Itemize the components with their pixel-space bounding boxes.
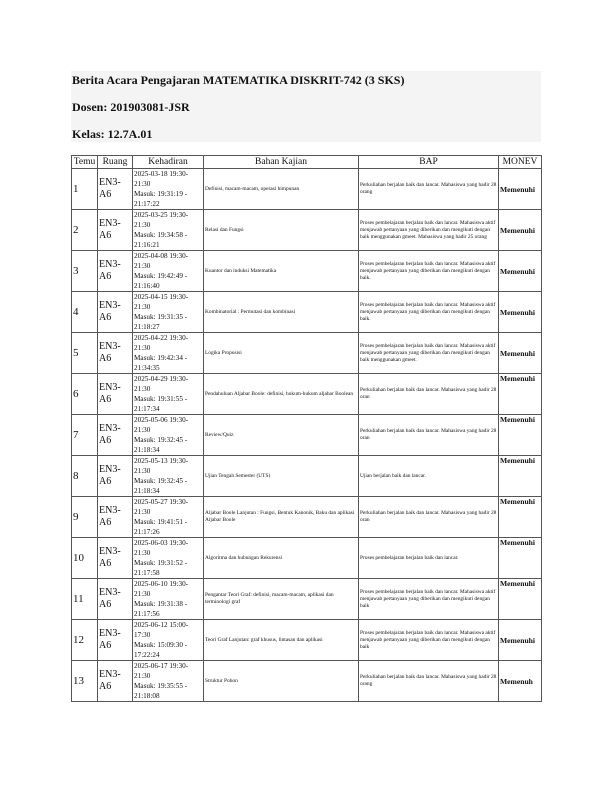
course-material-bahan: Review/Quiz <box>205 431 234 438</box>
attendance <box>133 538 204 579</box>
monev-status-monev: Memenuhi <box>500 456 536 465</box>
teaching-report <box>359 210 499 251</box>
attendance-masuk: Masuk: 19:31:55 - 21:17:34 <box>134 395 188 413</box>
table-row <box>72 538 542 579</box>
attendance-masuk: Masuk: 19:32:45 - 21:18:34 <box>134 436 188 454</box>
monev-status-monev: Memenuh <box>500 676 533 686</box>
meeting-number <box>72 579 98 620</box>
attendance-jadwal: 2025-03-25 19:30-21:30 <box>134 211 189 229</box>
meeting-number <box>72 620 98 661</box>
attendance <box>133 292 204 333</box>
course-material-bahan: Relasi dan Fungsi <box>205 226 244 233</box>
table-row <box>72 579 542 620</box>
attendance-masuk: Masuk: 19:31:35 - 21:18:27 <box>134 313 188 331</box>
teaching-report-bap: Perkuliahan berjalan baik dan lancar. Mahasiswa yang hadir 28 oran <box>360 510 497 523</box>
monev-status-monev: Memenuhi <box>500 497 536 506</box>
course-material-bahan: Pengantar Teori Graf: definisi, macam-macam, aplikasi dan terminologi graf <box>205 592 334 605</box>
teaching-report <box>359 579 499 620</box>
course-material <box>204 374 359 415</box>
table-row <box>72 292 542 333</box>
attendance-masuk: Masuk: 19:31:19 - 21:17:22 <box>134 190 188 208</box>
course-material-bahan: Kombinatorial : Permutasi dan kombinasi <box>205 308 296 315</box>
attendance-jadwal: 2025-06-03 19:30-21:30 <box>134 539 189 557</box>
teaching-report-bap: Perkuliahan berjalan baik dan lancar. Mahasiswa yang hadir 28 orang <box>360 674 497 687</box>
meeting-number <box>72 374 98 415</box>
course-material <box>204 251 359 292</box>
attendance-masuk: Masuk: 19:34:58 - 21:16:21 <box>134 231 188 249</box>
teaching-report-bap: Perkuliahan berjalan baik dan lancar. Mahasiswa yang hadir 28 orang <box>360 182 497 195</box>
meeting-number-no: 6 <box>73 388 79 400</box>
meeting-number-no: 5 <box>73 347 79 359</box>
monev-status <box>499 333 542 374</box>
attendance <box>133 251 204 292</box>
attendance-jadwal: 2025-06-17 19:30-21:30 <box>134 662 189 680</box>
room-ruang: EN3-A6 <box>99 464 121 487</box>
course-material <box>204 579 359 620</box>
room-ruang: EN3-A6 <box>99 300 121 323</box>
attendance-masuk: Masuk: 19:42:49 - 21:16:40 <box>134 272 188 290</box>
attendance-jadwal: 2025-04-22 19:30-21:30 <box>134 334 189 352</box>
attendance <box>133 333 204 374</box>
meeting-number-no: 1 <box>73 183 79 195</box>
teaching-report <box>359 620 499 661</box>
room-ruang: EN3-A6 <box>99 382 121 405</box>
monev-status <box>499 579 542 620</box>
teaching-report-bap: Ujian berjalan baik dan lancar. <box>360 472 427 479</box>
meeting-number <box>72 333 98 374</box>
teaching-report <box>359 661 499 702</box>
attendance <box>133 169 204 210</box>
table-row <box>72 456 542 497</box>
course-material <box>204 169 359 210</box>
room-ruang: EN3-A6 <box>99 546 121 569</box>
monev-status-monev: Memenuhi <box>500 635 536 645</box>
meeting-number-no: 11 <box>73 593 84 605</box>
attendance <box>133 374 204 415</box>
monev-status <box>499 251 542 292</box>
table-row <box>72 251 542 292</box>
meeting-number-no: 4 <box>73 306 79 318</box>
room-ruang: EN3-A6 <box>99 341 121 364</box>
meeting-number-no: 9 <box>73 511 79 523</box>
header-bap: BAP <box>359 156 499 169</box>
attendance <box>133 497 204 538</box>
course-material-bahan: Aljabar Boole Lanjutan : Fungsi, Bentuk Kanonik, Baku dan aplikasi Aljabar Boole <box>205 510 355 523</box>
teaching-report <box>359 538 499 579</box>
monev-status <box>499 169 542 210</box>
teaching-report-bap: Proses pembelajaran berjalan baik dan lancar. Mahasiswa aktif menjawab pertanyaan yang diberikan dan mengikuti dengan baik menggunakan gmeet. Mahasiswa yang hadir 25 orang <box>360 219 496 240</box>
header-bahan-kajian: Bahan Kajian <box>204 156 359 169</box>
meeting-number-no: 2 <box>73 224 79 236</box>
room <box>98 292 133 333</box>
monev-status-monev: Memenuhi <box>500 184 536 194</box>
meeting-number-no: 13 <box>73 675 84 687</box>
attendance-jadwal: 2025-04-08 19:30-21:30 <box>134 252 189 270</box>
table-header-row <box>72 156 542 169</box>
monev-status-monev: Memenuhi <box>500 225 536 235</box>
meeting-number <box>72 456 98 497</box>
room-ruang: EN3-A6 <box>99 218 121 241</box>
course-material <box>204 497 359 538</box>
attendance-jadwal: 2025-06-10 19:30-21:30 <box>134 580 189 598</box>
course-material-bahan: Definisi, macam-macam, operasi himpunan <box>205 185 300 192</box>
course-material-bahan: Struktur Pohon <box>205 677 238 684</box>
document-title: Berita Acara Pengajaran MATEMATIKA DISKRIT-742 (3 SKS) <box>72 73 405 87</box>
room <box>98 661 133 702</box>
course-material <box>204 538 359 579</box>
room <box>98 415 133 456</box>
table-row <box>72 374 542 415</box>
room <box>98 456 133 497</box>
monev-status-monev: Memenuhi <box>500 348 536 358</box>
table-row <box>72 333 542 374</box>
course-material <box>204 415 359 456</box>
teaching-report <box>359 415 499 456</box>
attendance-masuk: Masuk: 19:32:45 - 21:18:34 <box>134 477 188 495</box>
room-ruang: EN3-A6 <box>99 669 121 692</box>
teaching-report-bap: Perkuliahan berjalan baik dan lancar. Mahasiswa yang hadir 28 oran <box>360 387 497 400</box>
teaching-report-bap: Proses pembelajaran berjalan baik dan lancar. <box>360 554 459 561</box>
meeting-number <box>72 292 98 333</box>
meeting-number <box>72 661 98 702</box>
header-monev: MONEV <box>499 156 542 169</box>
meeting-number <box>72 251 98 292</box>
meeting-number-no: 3 <box>73 265 79 277</box>
room-ruang: EN3-A6 <box>99 628 121 651</box>
course-material <box>204 292 359 333</box>
table-row <box>72 415 542 456</box>
meeting-number <box>72 415 98 456</box>
course-material <box>204 333 359 374</box>
monev-status-monev: Memenuhi <box>500 307 536 317</box>
attendance <box>133 579 204 620</box>
meeting-number-no: 7 <box>73 429 79 441</box>
attendance-masuk: Masuk: 15:09:30 - 17:22:24 <box>134 641 188 659</box>
course-material-bahan: Pendahuluan Aljabar Boole: definisi, hukum-hukum aljabar Boolean <box>205 390 354 397</box>
course-material-bahan: Kuantor dan induksi Matematika <box>205 267 277 274</box>
course-material <box>204 456 359 497</box>
monev-status-monev: Memenuhi <box>500 538 536 547</box>
course-material <box>204 210 359 251</box>
table-row <box>72 169 542 210</box>
room <box>98 210 133 251</box>
teaching-report <box>359 374 499 415</box>
attendance-masuk: Masuk: 19:42:34 - 21:34:35 <box>134 354 188 372</box>
room <box>98 497 133 538</box>
attendance <box>133 415 204 456</box>
course-material-bahan: Ujian Tengah Semester (UTS) <box>205 472 271 479</box>
attendance-masuk: Masuk: 19:41:51 - 21:17:26 <box>134 518 188 536</box>
teaching-report-bap: Perkuliahan berjalan baik dan lancar. Mahasiswa yang hadir 28 oran <box>360 428 497 441</box>
monev-status <box>499 661 542 702</box>
teaching-report-bap: Proses pembelajaran berjalan baik dan lancar. Mahasiswa aktif menjawab pertanyaan yang diberikan dan mengikuti dengan baik. <box>360 301 496 322</box>
teaching-report <box>359 169 499 210</box>
monev-status <box>499 415 542 456</box>
meeting-number <box>72 210 98 251</box>
attendance-jadwal: 2025-03-18 19:30-21:30 <box>134 170 189 188</box>
attendance-jadwal: 2025-04-15 19:30-21:30 <box>134 293 189 311</box>
room <box>98 538 133 579</box>
table-row <box>72 661 542 702</box>
meeting-number <box>72 497 98 538</box>
meeting-number <box>72 169 98 210</box>
room-ruang: EN3-A6 <box>99 505 121 528</box>
teaching-report <box>359 251 499 292</box>
attendance-jadwal: 2025-04-29 19:30-21:30 <box>134 375 189 393</box>
monev-status-monev: Memenuhi <box>500 374 536 383</box>
teaching-report <box>359 456 499 497</box>
room <box>98 579 133 620</box>
attendance-masuk: Masuk: 19:31:52 - 21:17:58 <box>134 559 188 577</box>
attendance <box>133 661 204 702</box>
teaching-report-bap: Proses pembelajaran berjalan baik dan lancar. Mahasiswa aktif menjawab pertanyaan yang diberikan dan mengikuti dengan baik <box>360 629 496 650</box>
monev-status-monev: Memenuhi <box>500 266 536 276</box>
teaching-report <box>359 292 499 333</box>
course-material-bahan: Teori Graf Lanjutan: graf khusus, lintasan dan aplikasi <box>205 636 323 643</box>
attendance-jadwal: 2025-05-27 19:30-21:30 <box>134 498 189 516</box>
header-temu: Temu <box>72 156 98 169</box>
meeting-number <box>72 538 98 579</box>
room-ruang: EN3-A6 <box>99 423 121 446</box>
room <box>98 620 133 661</box>
attendance-jadwal: 2025-05-06 19:30-21:30 <box>134 416 189 434</box>
header-ruang: Ruang <box>98 156 133 169</box>
teaching-report-bap: Proses pembelajaran berjalan baik dan lancar. Mahasiswa aktif menjawab pertanyaan yang diberikan dan mengikuti dengan baik menggunakan gmeet. <box>360 342 496 363</box>
monev-status <box>499 620 542 661</box>
meeting-number-no: 10 <box>73 552 84 564</box>
monev-status <box>499 210 542 251</box>
header-kehadiran: Kehadiran <box>133 156 204 169</box>
room-ruang: EN3-A6 <box>99 259 121 282</box>
attendance <box>133 620 204 661</box>
monev-status <box>499 538 542 579</box>
attendance-masuk: Masuk: 19:31:38 - 21:17:56 <box>134 600 188 618</box>
teaching-report-bap: Proses pembelajaran berjalan baik dan lancar. Mahasiswa aktif menjawab pertanyaan yang diberikan dan mengikuti dengan baik <box>360 588 496 609</box>
table-row <box>72 497 542 538</box>
meeting-number-no: 12 <box>73 634 84 646</box>
course-material <box>204 620 359 661</box>
room-ruang: EN3-A6 <box>99 177 121 200</box>
attendance <box>133 456 204 497</box>
teaching-record-table <box>71 155 542 702</box>
monev-status <box>499 497 542 538</box>
monev-status-monev: Memenuhi <box>500 579 536 588</box>
monev-status <box>499 456 542 497</box>
table-row <box>72 620 542 661</box>
attendance-jadwal: 2025-05-13 19:30-21:30 <box>134 457 189 475</box>
teaching-report-bap: Proses pembelajaran berjalan baik dan lancar. Mahasiswa aktif menjawab pertanyaan yang diberikan dan mengikuti dengan baik. <box>360 260 496 281</box>
course-material-bahan: Algoritma dan hubungan Rekurensi <box>205 554 283 561</box>
monev-status <box>499 374 542 415</box>
room-ruang: EN3-A6 <box>99 587 121 610</box>
document-header <box>71 71 541 142</box>
meeting-number-no: 8 <box>73 470 79 482</box>
teaching-report <box>359 333 499 374</box>
monev-status-monev: Memenuhi <box>500 415 536 424</box>
table-row <box>72 210 542 251</box>
room <box>98 169 133 210</box>
course-material-bahan: Logika Proposisi <box>205 349 242 356</box>
class-line: Kelas: 12.7A.01 <box>72 127 153 141</box>
attendance-jadwal: 2025-06-12 15:00-17:30 <box>134 621 189 639</box>
attendance-masuk: Masuk: 19:35:55 - 21:18:08 <box>134 682 188 700</box>
lecturer-line: Dosen: 201903081-JSR <box>72 100 190 114</box>
course-material <box>204 661 359 702</box>
room <box>98 374 133 415</box>
room <box>98 333 133 374</box>
teaching-report <box>359 497 499 538</box>
attendance <box>133 210 204 251</box>
room <box>98 251 133 292</box>
monev-status <box>499 292 542 333</box>
